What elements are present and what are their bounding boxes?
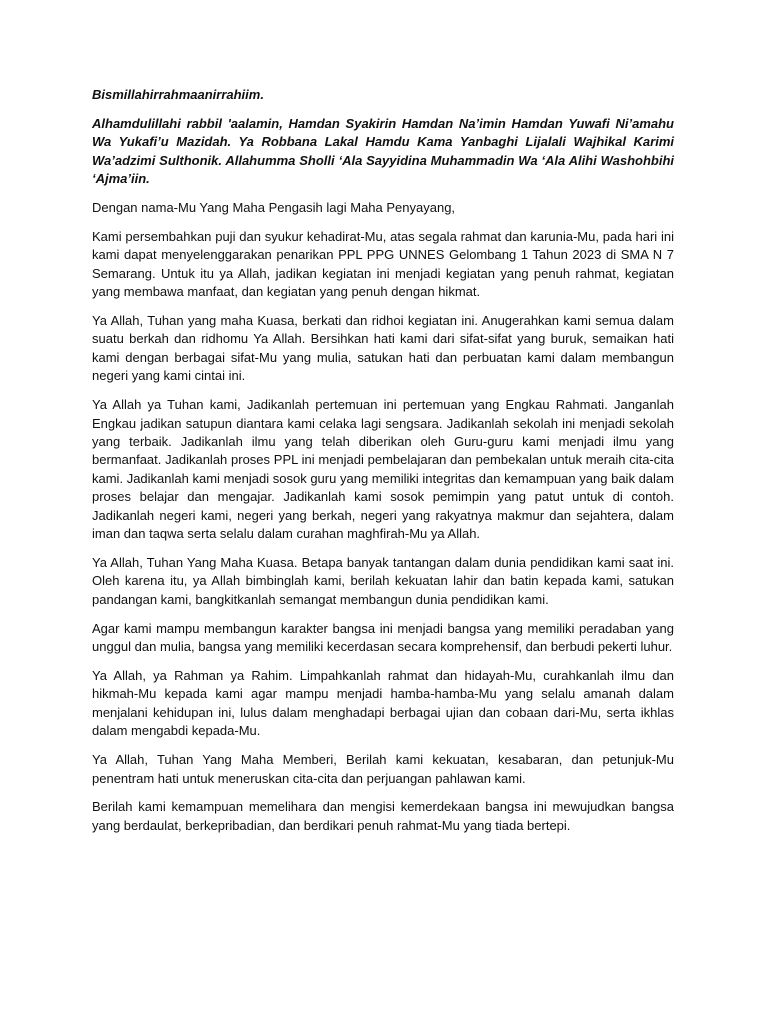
document-page: [92, 86, 674, 846]
paragraph: Ya Allah, Tuhan Yang Maha Memberi, Berilah kami kekuatan, kesabaran, dan petunjuk-Mu penentram hati untuk meneruskan cita-cita dan perjuangan pahlawan kami.: [92, 752, 674, 786]
paragraph: Berilah kami kemampuan memelihara dan mengisi kemerdekaan bangsa ini mewujudkan bangsa yang berdaulat, berkepribadian, dan berdikari penuh rahmat-Mu yang tiada bertepi.: [92, 799, 674, 833]
paragraph: Agar kami mampu membangun karakter bangsa ini menjadi bangsa yang memiliki peradaban yang unggul dan mulia, bangsa yang memiliki kecerdasan secara komprehensif, dan berbudi pekerti luhur.: [92, 620, 674, 655]
paragraph: Dengan nama-Mu Yang Maha Pengasih lagi Maha Penyayang,: [92, 200, 456, 216]
praise-paragraph: Alhamdulillahi rabbil 'aalamin, Hamdan Syakirin Hamdan Na’imin Hamdan Yuwafi Ni’amahu Wa Yukafi’u Mazidah. Ya Robbana Lakal Hamdu Kama Yanbaghi Lijalali Wajhikal Karimi Wa’adzimi Sulthonik. Allahumma Sholli ‘Ala Sayyidina Muhammadin Wa ‘Ala Alihi Washohbihi ‘Ajma’iin.: [92, 115, 674, 187]
opening-line: Bismillahirrahmaanirrahiim.: [92, 87, 264, 102]
paragraph: Ya Allah, ya Rahman ya Rahim. Limpahkanlah rahmat dan hidayah-Mu, curahkanlah ilmu dan hikmah-Mu kepada kami agar mampu menjadi hamba-hamba-Mu yang selalu amanah dalam menjalani kehidupan ini, lulus dalam menghadapi berbagai ujian dan cobaan dari-Mu, serta ikhlas dalam mengabdi kepada-Mu.: [92, 667, 674, 739]
paragraph: Ya Allah ya Tuhan kami, Jadikanlah pertemuan ini pertemuan yang Engkau Rahmati. Janganlah Engkau jadikan satupun diantara kami celaka lagi sengsara. Jadikanlah sekolah ini menjadi sekolah yang terbaik. Jadikanlah ilmu yang telah diberikan oleh Guru-guru kami menjadi ilmu yang bermanfaat. Jadikanlah proses PPL ini menjadi pembelajaran dan pembekalan untuk meraih cita-cita kami. Jadikanlah kami menjadi sosok guru yang memiliki integritas dan kemampuan yang baik dalam proses belajar dan mengajar. Jadikanlah kami sosok pemimpin yang patut untuk di contoh. Jadikanlah negeri kami, negeri yang berkah, negeri yang rakyatnya makmur dan sejahtera, dalam iman dan taqwa serta selalu dalam curahan maghfirah-Mu ya Allah.: [92, 397, 674, 542]
paragraph: Ya Allah, Tuhan Yang Maha Kuasa. Betapa banyak tantangan dalam dunia pendidikan kami saat ini. Oleh karena itu, ya Allah bimbinglah kami, berilah kekuatan lahir dan batin kepada kami, satukan pandangan kami, bangkitkanlah semangat membangun dunia pendidikan kami.: [92, 554, 674, 607]
paragraph: Kami persembahkan puji dan syukur kehadirat-Mu, atas segala rahmat dan karunia-Mu, pada hari ini kami dapat menyelenggarakan penarikan PPL PPG UNNES Gelombang 1 Tahun 2023 di SMA N 7 Semarang. Untuk itu ya Allah, jadikan kegiatan ini menjadi kegiatan yang penuh rahmat, kegiatan yang membawa manfaat, dan kegiatan yang penuh dengan hikmat.: [92, 228, 674, 300]
paragraph: Ya Allah, Tuhan yang maha Kuasa, berkati dan ridhoi kegiatan ini. Anugerahkan kami semua dalam suatu berkah dan ridhomu Ya Allah. Bersihkan hati kami dari sifat-sifat yang buruk, semaikan hati kami dengan berbagai sifat-Mu yang mulia, satukan hati dan perbuatan kami dalam membangun negeri yang kami cintai ini.: [92, 313, 674, 384]
